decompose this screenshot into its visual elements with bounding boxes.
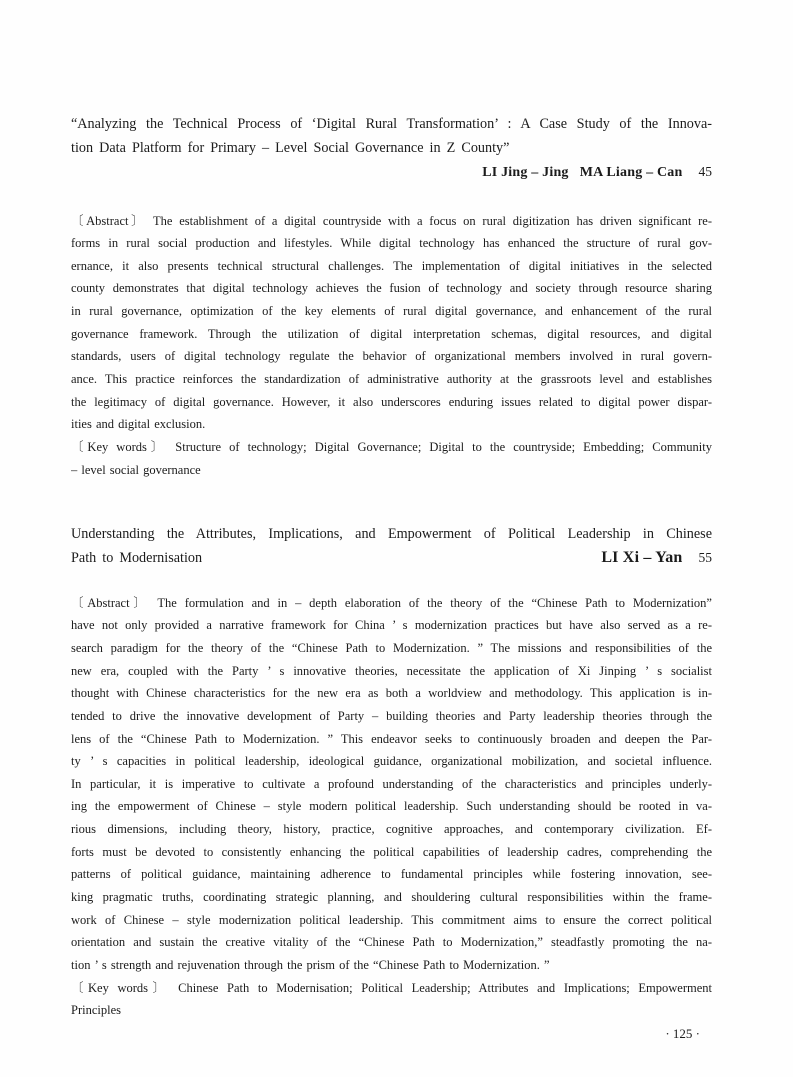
text-line: ernance, it also presents technical structural challenges. The implementation of digital initiatives in the selected: [71, 258, 712, 273]
text-line: 〔Key words〕 Chinese Path to Modernisation; Political Leadership; Attributes and Implications; Empowerment: [71, 980, 712, 995]
text-line: lens of the “Chinese Path to Modernization. ” This endeavor seeks to continuously broaden and deepen the Par-: [71, 731, 712, 746]
article-1-authors: LI Jing – Jing MA Liang – Can: [482, 165, 683, 180]
text-line: – level social governance: [71, 462, 201, 477]
text-line: forms in rural social production and lifestyles. While digital technology has enhanced the structure of rural gov-: [71, 236, 712, 251]
text-line: tended to drive the innovative development of Party – building theories and Party leadership theories through the: [71, 708, 712, 723]
text-line: in rural governance, optimization of the key elements of rural digital governance, and enhancement of the rural: [71, 304, 712, 319]
article-2-title: [71, 523, 712, 547]
article-2-title-authors-row: [71, 546, 712, 570]
text-line: patterns of political guidance, maintaining adherence to fundamental principles while fostering innovation, see-: [71, 867, 712, 882]
text-line: new era, coupled with the Party ’ s innovative theories, necessitate the application of Xi Jinping ’ s socialist: [71, 663, 712, 678]
text-line: ities and digital exclusion.: [71, 417, 206, 432]
article-1-keywords: [71, 436, 712, 481]
text-line: tion ’ s strength and rejuvenation through the prism of the “Chinese Path to Modernization. ”: [71, 957, 550, 972]
text-line: ty ’ s capacities in political leadership, ideological guidance, organizational mobilization, and societal influence.: [71, 754, 712, 769]
article-2-keywords: [71, 977, 712, 1022]
page-number-footer: · 125 ·: [665, 1025, 700, 1041]
text-line: forts must be devoted to consistently enhancing the political capabilities of leadership cadres, comprehending the: [71, 844, 712, 859]
text-line: tion Data Platform for Primary – Level Social Governance in Z County”: [71, 139, 510, 156]
article-2-page-number: 55: [698, 550, 712, 566]
page-content: [71, 0, 712, 1045]
text-line: Principles: [71, 1003, 121, 1018]
text-line: ing the empowerment of Chinese – style modern political leadership. Such understanding should be rooted in va-: [71, 799, 712, 814]
text-line: search paradigm for the theory of the “Chinese Path to Modernization. ” The missions and responsibilities of the: [71, 640, 712, 655]
article-1-abstract: [71, 210, 712, 436]
article-1-title: [71, 113, 712, 160]
text-line: standards, users of digital technology regulate the behavior of organizational members involved in rural govern-: [71, 349, 712, 364]
article-1-page-number: 45: [698, 164, 712, 179]
text-line: orientation and sustain the creative vitality of the “Chinese Path to Modernization,” steadfastly promoting the na-: [71, 935, 712, 950]
text-line: 〔Key words〕 Structure of technology; Digital Governance; Digital to the countryside; Embedding; Community: [71, 439, 712, 454]
article-entry-2: [71, 523, 712, 1022]
article-1-authors-row: [71, 160, 712, 184]
article-2-title-last-line: Path to Modernisation: [71, 550, 203, 567]
article-2-authors: LI Xi – Yan: [601, 549, 683, 567]
text-line: ance. This practice reinforces the standardization of administrative authority at the grassroots level and establishes: [71, 371, 712, 386]
text-line: thought with Chinese characteristics for the new era as both a worldview and methodology. This application is in-: [71, 686, 712, 701]
text-line: rious dimensions, including theory, history, practice, cognitive approaches, and contemporary civilization. Ef-: [71, 822, 712, 837]
text-line: have not only provided a narrative framework for China ’ s modernization practices but have also served as a re-: [71, 618, 712, 633]
article-entry-1: [71, 113, 712, 481]
text-line: work of Chinese – style modernization political leadership. This commitment aims to ensure the correct political: [71, 912, 712, 927]
text-line: “Analyzing the Technical Process of ‘Digital Rural Transformation’ : A Case Study of the Innova-: [71, 116, 712, 132]
article-2-abstract: [71, 592, 712, 977]
text-line: In particular, it is imperative to cultivate a profound understanding of the characteristics and principles underly-: [71, 776, 712, 791]
text-line: 〔Abstract〕 The formulation and in – depth elaboration of the theory of the “Chinese Path to Modernization”: [71, 595, 712, 610]
article-2-authors-group: [601, 546, 712, 570]
text-line: Understanding the Attributes, Implications, and Empowerment of Political Leadership in Chinese: [71, 525, 712, 542]
text-line: governance framework. Through the utilization of digital interpretation schemas, digital resources, and digital: [71, 326, 712, 341]
text-line: county demonstrates that digital technology achieves the fusion of technology and society through resource sharing: [71, 281, 712, 296]
text-line: king pragmatic truths, coordinating strategic planning, and shouldering cultural responsibilities within the frame-: [71, 890, 712, 905]
text-line: 〔Abstract〕 The establishment of a digital countryside with a focus on rural digitization has driven significant re-: [71, 213, 712, 228]
text-line: the legitimacy of digital governance. However, it also underscores enduring issues related to digital power dispar-: [71, 394, 712, 409]
